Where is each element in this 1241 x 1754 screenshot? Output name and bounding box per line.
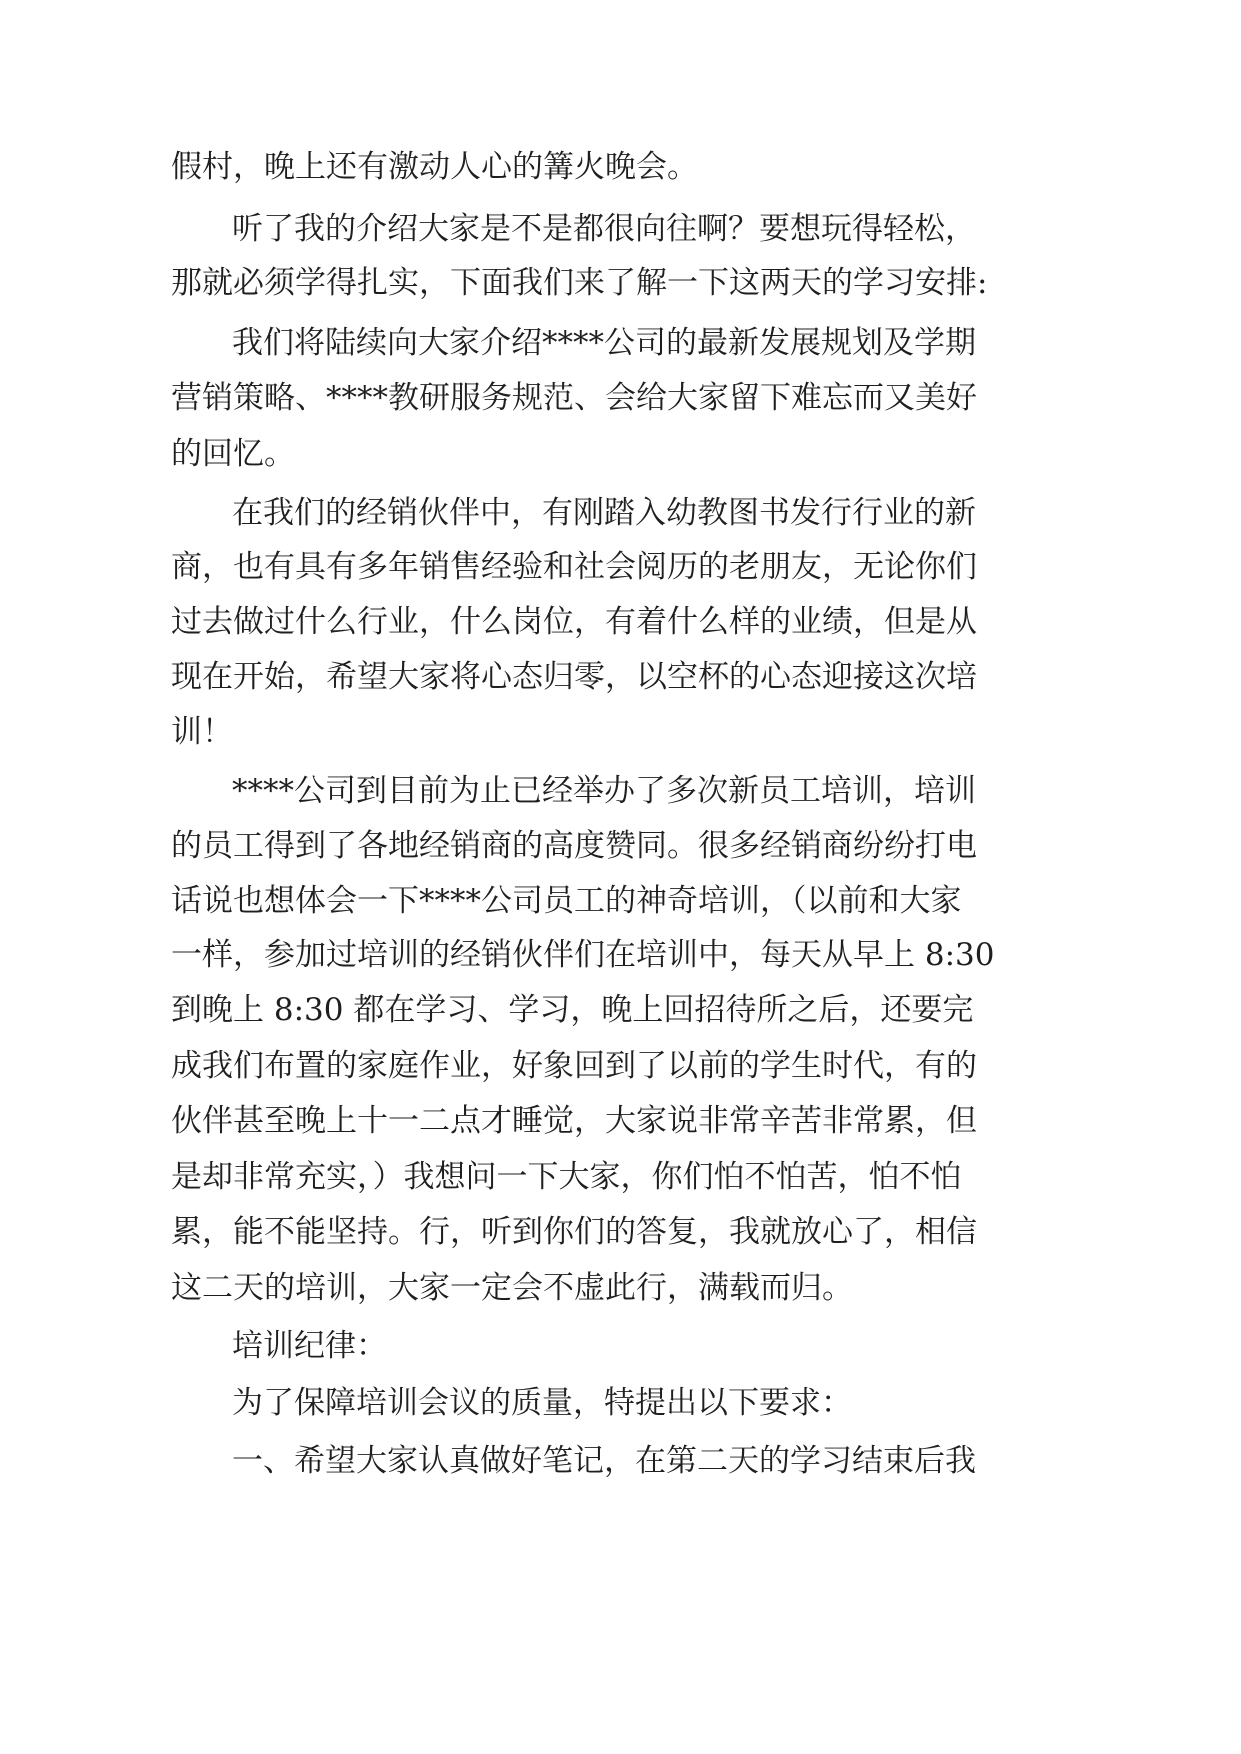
- text-line: 这二天的培训，大家一定会不虚此行，满载而归。: [171, 1270, 853, 1306]
- paragraph-first-line: ****公司到目前为止已经举办了多次新员工培训，培训: [232, 773, 976, 809]
- text-line: 商，也有具有多年销售经验和社会阅历的老朋友，无论你们: [171, 549, 977, 585]
- list-item-first-line: 一、希望大家认真做好笔记，在第二天的学习结束后我: [232, 1443, 976, 1479]
- paragraph-first-line: 听了我的介绍大家是不是都很向往啊？要想玩得轻松，: [232, 211, 976, 247]
- paragraph-first-line: 我们将陆续向大家介绍****公司的最新发展规划及学期: [232, 325, 976, 361]
- text-line: 到晚上 8:30 都在学习、学习，晚上回招待所之后，还要完: [171, 992, 974, 1028]
- text-line: 成我们布置的家庭作业，好象回到了以前的学生时代，有的: [171, 1048, 977, 1084]
- text-line: 假村，晚上还有激动人心的篝火晚会。: [171, 149, 698, 185]
- text-line: 营销策略、****教研服务规范、会给大家留下难忘而又美好: [171, 380, 977, 416]
- paragraph-first-line: 在我们的经销伙伴中，有刚踏入幼教图书发行行业的新: [232, 495, 976, 531]
- text-line: 一样，参加过培训的经销伙伴们在培训中，每天从早上 8:30: [171, 937, 995, 973]
- text-line: 训！: [171, 714, 233, 750]
- section-heading: 培训纪律：: [232, 1328, 387, 1364]
- text-line: 过去做过什么行业，什么岗位，有着什么样的业绩，但是从: [171, 604, 977, 640]
- text-line: 的员工得到了各地经销商的高度赞同。很多经销商纷纷打电: [171, 828, 977, 864]
- text-line: 现在开始，希望大家将心态归零，以空杯的心态迎接这次培: [171, 659, 977, 695]
- text-line: 那就必须学得扎实，下面我们来了解一下这两天的学习安排:: [171, 265, 988, 301]
- text-line: 的回忆。: [171, 436, 295, 472]
- text-line: 伙伴甚至晚上十一二点才睡觉，大家说非常辛苦非常累，但: [171, 1103, 977, 1139]
- text-line: 累，能不能坚持。行，听到你们的答复，我就放心了，相信: [171, 1214, 977, 1250]
- text-line: 是却非常充实，）我想问一下大家，你们怕不怕苦，怕不怕: [171, 1159, 962, 1195]
- text-line: 话说也想体会一下****公司员工的神奇培训，（以前和大家: [171, 883, 962, 919]
- paragraph-first-line: 为了保障培训会议的质量，特提出以下要求：: [232, 1385, 852, 1421]
